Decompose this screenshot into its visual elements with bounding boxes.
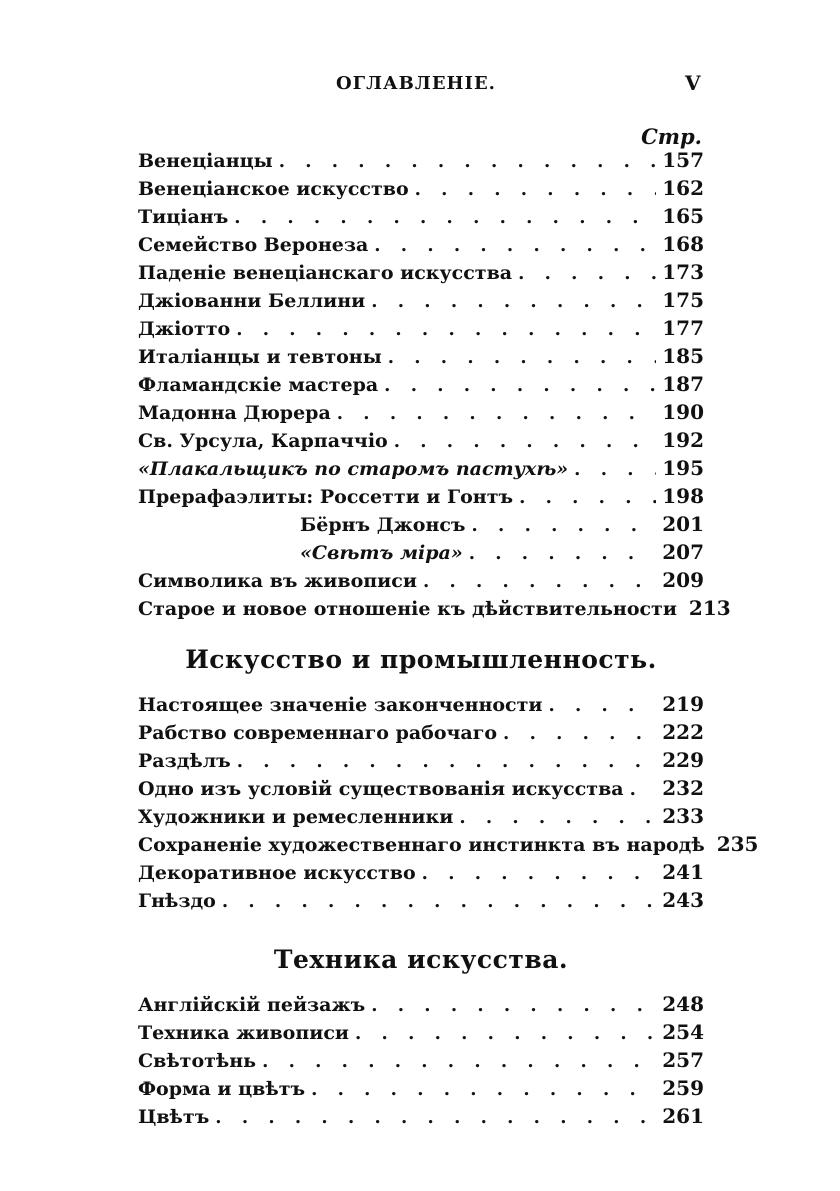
toc-entry-page: 235 bbox=[716, 832, 759, 856]
toc-entry bbox=[138, 830, 759, 858]
toc-entry-label: Семейство Веронеза bbox=[138, 234, 369, 256]
toc-entry-page: 254 bbox=[662, 1020, 704, 1044]
toc-entry bbox=[138, 718, 704, 746]
dot-leader bbox=[459, 804, 656, 832]
table-of-contents bbox=[138, 146, 759, 1130]
toc-entry bbox=[138, 858, 704, 886]
toc-entry-label: Джiованни Беллини bbox=[138, 290, 366, 312]
toc-entry-label: Цвѣтъ bbox=[138, 1106, 210, 1128]
toc-entry bbox=[138, 990, 704, 1018]
toc-entry-page: 187 bbox=[662, 372, 704, 396]
dot-leader bbox=[279, 148, 657, 176]
toc-entry bbox=[138, 454, 704, 482]
toc-entry-page: 192 bbox=[662, 428, 704, 452]
dot-leader bbox=[548, 692, 656, 720]
section-heading: Техника искусства. bbox=[273, 945, 569, 974]
dot-leader bbox=[384, 372, 656, 400]
dot-leader bbox=[355, 1020, 656, 1048]
toc-entry bbox=[138, 510, 704, 538]
dot-leader bbox=[388, 344, 657, 372]
toc-entry bbox=[138, 594, 731, 622]
toc-entry-page: 243 bbox=[662, 888, 704, 912]
toc-entry bbox=[138, 398, 704, 426]
toc-entry bbox=[138, 774, 704, 802]
toc-entry-label: Художники и ремесленники bbox=[138, 806, 454, 828]
toc-entry-label: Раздѣлъ bbox=[138, 750, 231, 772]
toc-entry-label: Тицiанъ bbox=[138, 206, 229, 228]
dot-leader bbox=[222, 888, 656, 916]
toc-entry-page: 209 bbox=[662, 568, 704, 592]
toc-entry-label: Старое и новое отношенiе къ дѣйствительности bbox=[138, 598, 677, 620]
toc-entry-page: 173 bbox=[662, 260, 704, 284]
page-title: ОГЛАВЛЕНIЕ. bbox=[336, 73, 496, 94]
toc-entry-page: 207 bbox=[662, 540, 704, 564]
toc-entry-label: Символика въ живописи bbox=[138, 570, 417, 592]
toc-entry bbox=[138, 538, 704, 566]
toc-entry bbox=[138, 230, 704, 258]
toc-entry-page: 175 bbox=[662, 288, 704, 312]
dot-leader bbox=[237, 748, 657, 776]
toc-entry bbox=[138, 566, 704, 594]
toc-entry bbox=[138, 314, 704, 342]
toc-entry bbox=[138, 482, 704, 510]
toc-entry bbox=[138, 370, 704, 398]
toc-entry bbox=[138, 746, 704, 774]
toc-entry bbox=[138, 1074, 704, 1102]
toc-entry-page: 259 bbox=[662, 1076, 704, 1100]
toc-entry-label: Бёрнъ Джонсъ bbox=[300, 514, 466, 536]
toc-entry bbox=[138, 1018, 704, 1046]
toc-entry bbox=[138, 1046, 704, 1074]
toc-entry-label: Мадонна Дюрера bbox=[138, 402, 331, 424]
toc-entry bbox=[138, 1102, 704, 1130]
toc-entry-page: 201 bbox=[662, 512, 704, 536]
dot-leader bbox=[236, 316, 656, 344]
dot-leader bbox=[518, 260, 656, 288]
toc-entry-label: Форма и цвѣтъ bbox=[138, 1078, 306, 1100]
toc-entry-page: 157 bbox=[662, 148, 704, 172]
toc-entry bbox=[138, 342, 704, 370]
toc-entry-page: 229 bbox=[662, 748, 704, 772]
toc-entry-label: Джiотто bbox=[138, 318, 231, 340]
toc-entry-label: Фламандскiе мастера bbox=[138, 374, 379, 396]
toc-entry-page: 261 bbox=[662, 1104, 704, 1128]
toc-entry bbox=[138, 258, 704, 286]
toc-entry-label: Сохраненiе художественнаго инстинкта въ народѣ bbox=[138, 834, 705, 856]
toc-entry-page: 190 bbox=[662, 400, 704, 424]
running-head bbox=[0, 66, 840, 96]
toc-entry-label: Венецiанское искусство bbox=[138, 178, 409, 200]
toc-entry-page: 232 bbox=[662, 776, 704, 800]
toc-entry bbox=[138, 286, 704, 314]
toc-entry-page: 233 bbox=[662, 804, 704, 828]
dot-leader bbox=[503, 720, 656, 748]
toc-entry bbox=[138, 426, 704, 454]
dot-leader bbox=[415, 176, 657, 204]
dot-leader bbox=[630, 776, 657, 804]
toc-entry-page: 222 bbox=[662, 720, 704, 744]
toc-entry-label: Англiйскiй пейзажъ bbox=[138, 994, 366, 1016]
dot-leader bbox=[519, 484, 656, 512]
toc-entry-label: Рабство современнаго рабочаго bbox=[138, 722, 498, 744]
toc-entry-label: Гнѣздо bbox=[138, 890, 216, 912]
toc-entry-page: 162 bbox=[662, 176, 704, 200]
toc-entry-page: 213 bbox=[688, 596, 731, 620]
toc-entry-page: 165 bbox=[662, 204, 704, 228]
dot-leader bbox=[215, 1104, 656, 1132]
toc-entry-label: Паденiе венецiанскаго искусства bbox=[138, 262, 513, 284]
toc-entry-page: 177 bbox=[662, 316, 704, 340]
toc-entry-label: Настоящее значенiе законченности bbox=[138, 694, 543, 716]
toc-entry-label: Декоративное искусство bbox=[138, 862, 416, 884]
toc-entry bbox=[138, 886, 704, 914]
dot-leader bbox=[371, 288, 656, 316]
toc-entry-page: 195 bbox=[662, 456, 704, 480]
toc-entry-page: 198 bbox=[662, 484, 704, 508]
dot-leader bbox=[234, 204, 656, 232]
toc-entry-label: «Свѣтъ мiра» bbox=[300, 542, 463, 564]
toc-entry-label: «Плакальщикъ по старомъ пастухѣ» bbox=[138, 458, 569, 480]
toc-entry-page: 219 bbox=[662, 692, 704, 716]
toc-entry bbox=[138, 202, 704, 230]
toc-entry-label: Венецiанцы bbox=[138, 150, 273, 172]
dot-leader bbox=[422, 860, 657, 888]
toc-entry-label: Италiанцы и тевтоны bbox=[138, 346, 382, 368]
toc-entry bbox=[138, 174, 704, 202]
dot-leader bbox=[394, 428, 657, 456]
toc-entry-label: Свѣтотѣнь bbox=[138, 1050, 257, 1072]
dot-leader bbox=[472, 512, 657, 540]
toc-entry bbox=[138, 690, 704, 718]
toc-entry-page: 248 bbox=[662, 992, 704, 1016]
page-column-heading: Стр. bbox=[641, 124, 702, 149]
toc-entry-label: Техника живописи bbox=[138, 1022, 350, 1044]
toc-entry bbox=[138, 802, 704, 830]
dot-leader bbox=[423, 568, 656, 596]
dot-leader bbox=[374, 232, 656, 260]
dot-leader bbox=[262, 1048, 656, 1076]
toc-entry-page: 185 bbox=[662, 344, 704, 368]
toc-entry-page: 168 bbox=[662, 232, 704, 256]
toc-entry-page: 241 bbox=[662, 860, 704, 884]
section-heading: Искусство и промышленность. bbox=[185, 645, 657, 674]
toc-entry bbox=[138, 146, 704, 174]
toc-entry-page: 257 bbox=[662, 1048, 704, 1072]
dot-leader bbox=[469, 540, 657, 568]
dot-leader bbox=[311, 1076, 656, 1104]
dot-leader bbox=[371, 992, 656, 1020]
toc-entry-label: Одно изъ условiй существованiя искусства bbox=[138, 778, 624, 800]
page-folio: V bbox=[685, 71, 701, 95]
toc-entry-label: Прерафаэлиты: Россетти и Гонтъ bbox=[138, 486, 514, 508]
dot-leader bbox=[337, 400, 656, 428]
dot-leader bbox=[574, 456, 656, 484]
toc-entry-label: Св. Урсула, Карпаччiо bbox=[138, 430, 388, 452]
